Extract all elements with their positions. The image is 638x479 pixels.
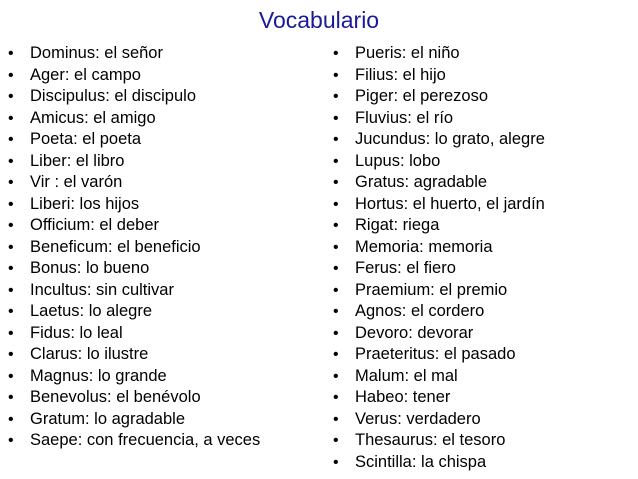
vocabulary-item [8, 323, 318, 345]
bullet-icon: • [333, 324, 339, 342]
vocabulary-term: Praemium: el premio [355, 280, 508, 299]
vocabulary-item [333, 65, 633, 87]
vocabulary-item [8, 151, 318, 173]
bullet-icon: • [8, 88, 14, 105]
bullet-icon: • [333, 303, 339, 320]
vocabulary-item [333, 344, 633, 366]
vocabulary-item [333, 258, 633, 280]
bullet-icon: • [333, 109, 339, 127]
vocabulary-term: Lupus: lobo [355, 151, 441, 170]
vocabulary-term: Hortus: el huerto, el jardín [355, 194, 545, 213]
vocabulary-item [8, 172, 318, 194]
bullet-icon: • [333, 410, 339, 428]
vocabulary-item [8, 108, 318, 130]
vocabulary-item [333, 452, 633, 474]
bullet-icon: • [333, 432, 339, 449]
bullet-icon: • [333, 281, 339, 299]
vocabulary-term: Discipulus: el discipulo [30, 87, 196, 105]
bullet-icon: • [333, 367, 339, 385]
vocabulary-term: Saepe: con frecuencia, a veces [30, 431, 261, 449]
bullet-icon: • [8, 195, 14, 213]
bullet-icon: • [8, 109, 14, 127]
vocabulary-item [333, 172, 633, 194]
vocabulary-item [8, 86, 318, 108]
vocabulary-item [333, 387, 633, 409]
vocabulary-item [8, 258, 318, 280]
bullet-icon: • [8, 66, 14, 84]
vocabulary-term: Gratus: agradable [355, 173, 488, 191]
bullet-icon: • [8, 131, 14, 148]
bullet-icon: • [333, 152, 339, 170]
bullet-icon: • [333, 453, 339, 471]
vocabulary-item [333, 237, 633, 259]
vocabulary-item [8, 430, 318, 452]
vocabulary-item [8, 280, 318, 302]
vocabulary-list-right [333, 43, 633, 473]
bullet-icon: • [8, 303, 14, 320]
bullet-icon: • [8, 389, 14, 406]
vocabulary-item [8, 409, 318, 431]
vocabulary-item [8, 387, 318, 409]
vocabulary-term: Dominus: el señor [30, 44, 163, 62]
bullet-icon: • [333, 195, 339, 213]
vocabulary-term: Devoro: devorar [355, 323, 474, 342]
bullet-icon: • [8, 281, 14, 299]
vocabulary-term: Pueris: el niño [355, 44, 460, 62]
vocabulary-term: Piger: el perezoso [355, 87, 488, 105]
vocabulary-item [333, 151, 633, 173]
vocabulary-term: Memoria: memoria [355, 237, 493, 256]
bullet-icon: • [8, 346, 14, 363]
vocabulary-term: Fluvius: el río [355, 108, 454, 127]
vocabulary-term: Agnos: el cordero [355, 302, 485, 320]
vocabulary-term: Incultus: sin cultivar [30, 280, 174, 299]
bullet-icon: • [8, 324, 14, 342]
vocabulary-term: Malum: el mal [355, 366, 458, 385]
bullet-icon: • [8, 238, 14, 256]
vocabulary-term: Rigat: riega [355, 216, 440, 234]
bullet-icon: • [8, 217, 14, 234]
bullet-icon: • [333, 131, 339, 148]
bullet-icon: • [333, 66, 339, 84]
vocabulary-term: Amicus: el amigo [30, 108, 156, 127]
slide-title: Vocabulario [258, 7, 380, 33]
vocabulary-term: Laetus: lo alegre [30, 302, 153, 320]
vocabulary-term: Verus: verdadero [355, 409, 481, 428]
vocabulary-term: Bonus: lo bueno [30, 259, 150, 277]
bullet-icon: • [8, 410, 14, 428]
vocabulary-term: Clarus: lo ilustre [30, 345, 149, 363]
bullet-icon: • [8, 367, 14, 385]
vocabulary-term: Jucundus: lo grato, alegre [355, 130, 545, 148]
vocabulary-term: Scintilla: la chispa [355, 452, 487, 471]
vocabulary-item [333, 129, 633, 151]
bullet-icon: • [333, 238, 339, 256]
vocabulary-list-left [8, 43, 318, 452]
bullet-icon: • [8, 152, 14, 170]
vocabulary-item [333, 430, 633, 452]
vocabulary-term: Magnus: lo grande [30, 366, 167, 385]
vocabulary-term: Praeteritus: el pasado [355, 345, 516, 363]
vocabulary-item [8, 344, 318, 366]
vocabulary-item [333, 366, 633, 388]
vocabulary-item [8, 215, 318, 237]
vocabulary-term: Liberi: los hijos [30, 194, 140, 213]
vocabulary-item [8, 301, 318, 323]
vocabulary-item [8, 237, 318, 259]
vocabulary-term: Liber: el libro [30, 151, 125, 170]
bullet-icon: • [8, 432, 14, 449]
vocabulary-item [333, 86, 633, 108]
vocabulary-item [8, 366, 318, 388]
bullet-icon: • [333, 217, 339, 234]
vocabulary-term: Fidus: lo leal [30, 323, 123, 342]
vocabulary-item [333, 409, 633, 431]
bullet-icon: • [333, 88, 339, 105]
vocabulary-item [8, 65, 318, 87]
vocabulary-item [333, 215, 633, 237]
vocabulary-term: Habeo: tener [355, 388, 451, 406]
vocabulary-item [333, 43, 633, 65]
vocabulary-item [8, 43, 318, 65]
vocabulary-item [333, 108, 633, 130]
vocabulary-item [333, 280, 633, 302]
bullet-icon: • [8, 174, 14, 191]
bullet-icon: • [8, 45, 14, 62]
vocabulary-item [333, 301, 633, 323]
vocabulary-term: Poeta: el poeta [30, 130, 142, 148]
bullet-icon: • [333, 346, 339, 363]
vocabulary-term: Vir : el varón [30, 173, 123, 191]
vocabulary-term: Officium: el deber [30, 216, 160, 234]
vocabulary-item [8, 129, 318, 151]
vocabulary-term: Benevolus: el benévolo [30, 388, 201, 406]
bullet-icon: • [333, 260, 339, 277]
vocabulary-item [333, 323, 633, 345]
vocabulary-item [8, 194, 318, 216]
vocabulary-item [333, 194, 633, 216]
vocabulary-term: Ager: el campo [30, 65, 141, 84]
vocabulary-term: Beneficum: el beneficio [30, 237, 201, 256]
bullet-icon: • [333, 45, 339, 62]
vocabulary-term: Filius: el hijo [355, 65, 446, 84]
bullet-icon: • [333, 389, 339, 406]
vocabulary-term: Gratum: lo agradable [30, 409, 186, 428]
bullet-icon: • [333, 174, 339, 191]
vocabulary-term: Thesaurus: el tesoro [355, 431, 506, 449]
vocabulary-term: Ferus: el fiero [355, 259, 456, 277]
bullet-icon: • [8, 260, 14, 277]
